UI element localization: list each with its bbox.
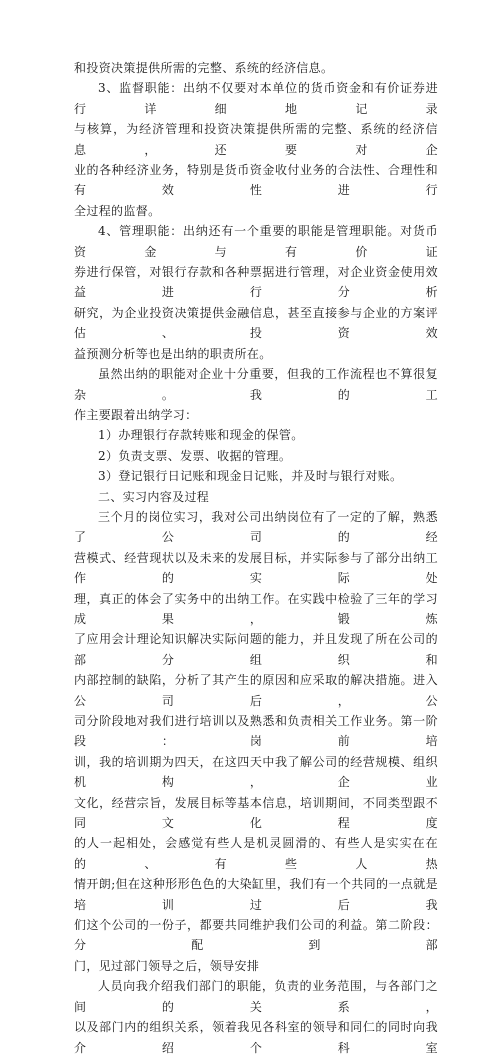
paragraph-line: 了应用会计理论知识解决实际问题的能力，并且发现了所在公司的部分组织和 [74, 632, 438, 667]
list-item: 2）负责支票、发票、收据的管理。 [98, 448, 292, 463]
paragraph-line: 营模式、经营现状以及未来的发展目标，并实际参与了部分出纳工作的实际处 [74, 550, 438, 586]
paragraph-line: 3、监督职能：出纳不仅要对本单位的货币资金和有价证券进行详细地记录 [74, 81, 438, 116]
paragraph-line: 券进行保管，对银行存款和各种票据进行管理，对企业资金使用效益进行分析 [74, 265, 438, 300]
paragraph-line: 研究，为企业投资决策提供金融信息，甚至直接参与企业的方案评估、投资效 [74, 305, 438, 341]
paragraph-line: 门，见过部门领导之后，领导安排 [74, 958, 260, 973]
section-heading: 二、实习内容及过程 [98, 489, 210, 504]
paragraph-line: 司分阶段地对我们进行培训以及熟悉和负责相关工作业务。第一阶段：岗前培 [74, 714, 438, 749]
paragraph-line: 内部控制的缺陷，分析了其产生的原因和应采取的解决措施。进入公司后，公 [74, 673, 438, 708]
paragraph-line: 业的各种经济业务，特别是货币资金收付业务的合法性、合理性和有效性进行 [74, 163, 438, 198]
paragraph-line: 虽然出纳的职能对企业十分重要，但我的工作流程也不算很复杂。我的工 [74, 367, 438, 402]
paragraph-line: 训，我的培训期为四天，在这四天中我了解公司的经营规模、组织机构，企业 [74, 754, 438, 790]
paragraph-line: 情开朗;但在这种形形色色的大染缸里，我们有一个共同的一点就是培训过后我 [74, 877, 438, 912]
paragraph-line: 们这个公司的一份子，都要共同维护我们公司的利益。第二阶段：分配到部 [74, 918, 438, 953]
paragraph-line: 三个月的岗位实习，我对公司出纳岗位有了一定的了解，熟悉了公司的经 [74, 509, 438, 545]
paragraph-line: 益预测分析等也是出纳的职责所在。 [74, 346, 272, 361]
paragraph-line: 与核算，为经济管理和投资决策提供所需的完整、系统的经济信息，还要对企 [74, 122, 438, 157]
paragraph-line: 4、管理职能：出纳还有一个重要的职能是管理职能。对货币资金与有价证 [74, 224, 438, 259]
list-item: 1）办理银行存款转账和现金的保管。 [98, 428, 304, 443]
paragraph-line: 的人一起相处，会感觉有些人是机灵圆滑的、有些人是实实在在的、有些人热 [74, 836, 438, 871]
paragraph-line: 人员向我介绍我们部门的职能，负责的业务范围，与各部门之间的关系， [74, 979, 438, 1014]
paragraph-line: 和投资决策提供所需的完整、系统的经济信息。 [74, 61, 334, 75]
paragraph-line: 全过程的监督。 [74, 203, 161, 218]
paragraph-line: 以及部门内的组织关系，领着我见各科室的领导和同仁的同时向我介绍个科室 [74, 1020, 438, 1055]
list-item: 3）登记银行日记账和现金日记账，并及时与银行对账。 [98, 469, 403, 484]
paragraph-line: 作主要跟着出纳学习： [74, 407, 198, 422]
paragraph-line: 文化，经营宗旨，发展目标等基本信息，培训期间，不同类型跟不同文化程度 [74, 795, 438, 831]
paragraph-line: 理，真正的体会了实务中的出纳工作。在实践中检验了三年的学习成果，锻炼 [74, 591, 438, 626]
